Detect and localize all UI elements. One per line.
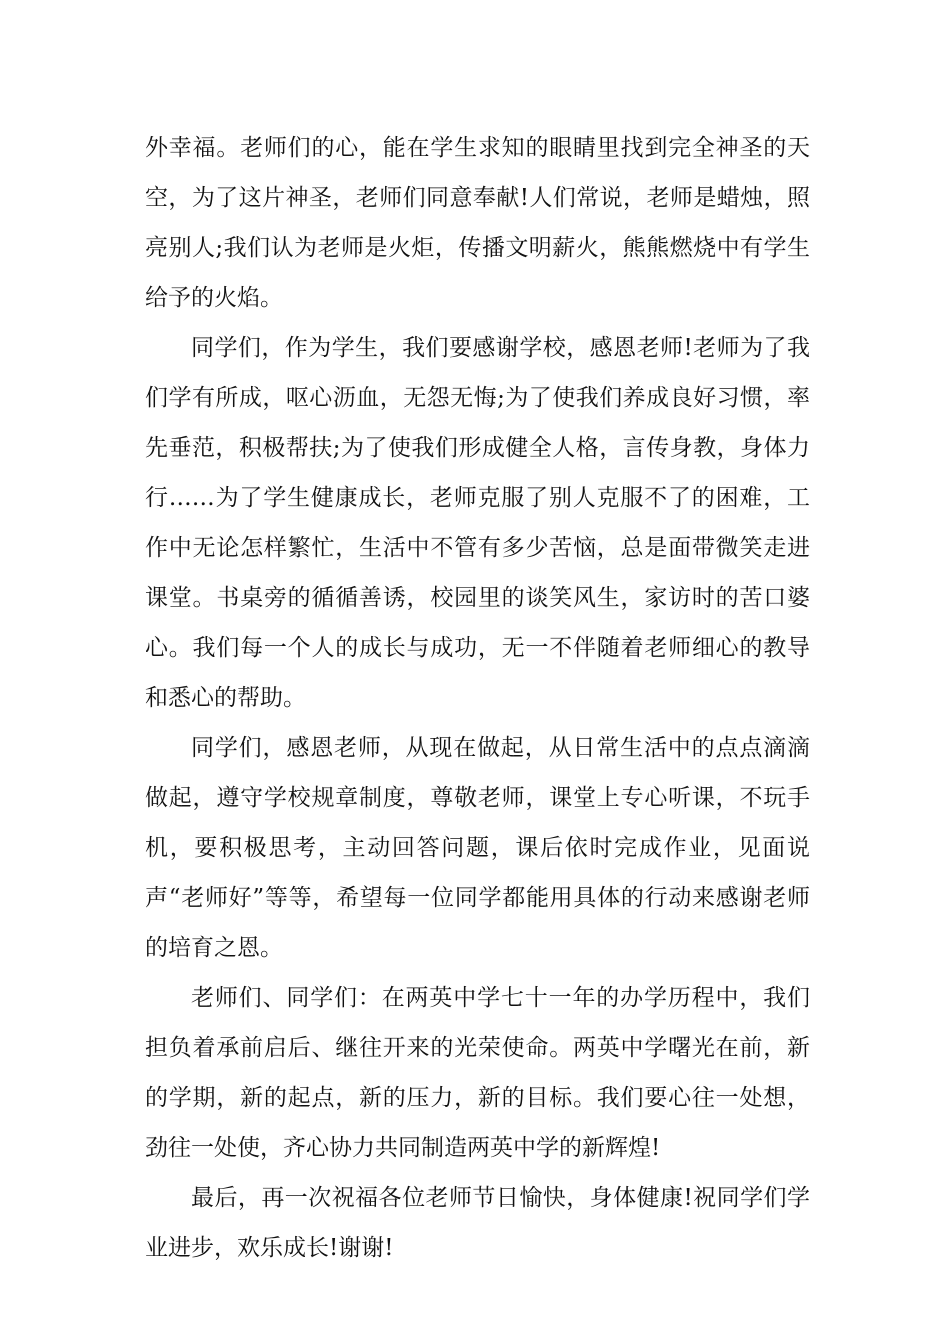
paragraph-start-now: 同学们，感恩老师，从现在做起，从日常生活中的点点滴滴做起，遵守学校规章制度，尊敬老师，课堂上专心听课，不玩手机，要积极思考，主动回答问题，课后依时完成作业，见面说声“老师好”等等，希望每一位同学都能用具体的行动来感谢老师的培育之恩。 xyxy=(145,735,810,961)
paragraph-school-mission: 老师们、同学们：在两英中学七十一年的办学历程中，我们担负着承前启后、继往开来的光荣使命。两英中学曙光在前，新的学期，新的起点，新的压力，新的目标。我们要心往一处想，劲往一处使，齐心协力共同制造两英中学的新辉煌! xyxy=(145,985,810,1161)
document-body xyxy=(145,123,810,1273)
paragraph-thank-teachers: 同学们，作为学生，我们要感谢学校，感恩老师!老师为了我们学有所成，呕心沥血，无怨无悔;为了使我们养成良好习惯，率先垂范，积极帮扶;为了使我们形成健全人格，言传身教，身体力行……为了学生健康成长，老师克服了别人克服不了的困难，工作中无论怎样繁忙，生活中不管有多少苦恼，总是面带微笑走进课堂。书桌旁的循循善诱，校园里的谈笑风生，家访时的苦口婆心。我们每一个人的成长与成功，无一不伴随着老师细心的教导和悉心的帮助。 xyxy=(145,335,810,711)
paragraph-closing: 最后，再一次祝福各位老师节日愉快，身体健康!祝同学们学业进步，欢乐成长!谢谢! xyxy=(145,1185,810,1261)
paragraph-continuation: 外幸福。老师们的心，能在学生求知的眼睛里找到完全神圣的天空，为了这片神圣，老师们同意奉献!人们常说，老师是蜡烛，照亮别人;我们认为老师是火炬，传播文明薪火，熊熊燃烧中有学生给予的火焰。 xyxy=(145,135,810,311)
